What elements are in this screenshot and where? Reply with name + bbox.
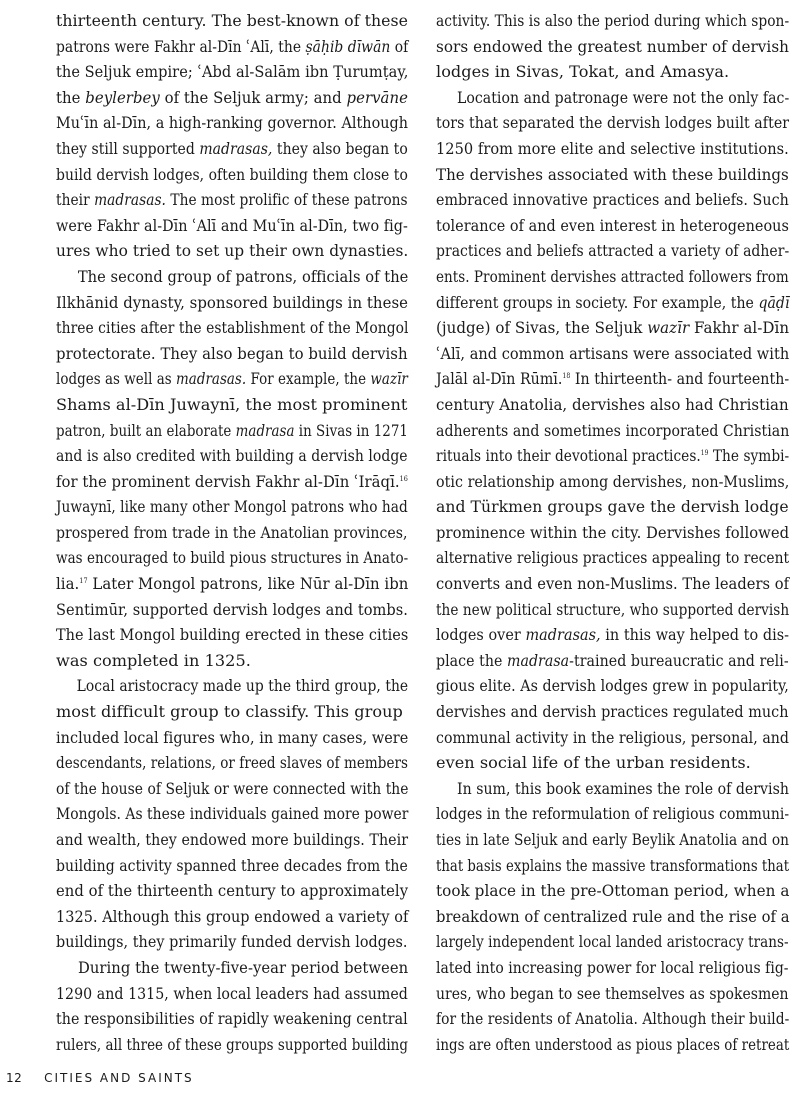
text-line — [436, 290, 790, 316]
text-run: patrons were Fakhr al-Dīn ʿAlī, the — [56, 36, 306, 56]
text-line — [56, 341, 408, 367]
text-line — [56, 1032, 409, 1058]
text-run: three cities after the establishment of the Mongol — [56, 318, 409, 338]
text-run: Juwaynī, like many other Mongol patrons who had — [56, 497, 408, 517]
text-line — [436, 853, 790, 879]
right-text-column — [436, 8, 789, 1057]
page-footer — [6, 1071, 194, 1085]
text-run: place the — [436, 650, 507, 670]
text-line — [56, 545, 409, 571]
text-run: The symbi- — [708, 446, 790, 466]
text-run: For example, the — [246, 369, 371, 389]
text-line — [436, 443, 790, 469]
text-line — [436, 904, 790, 930]
text-run: Local aristocracy made up the third group, the — [76, 676, 409, 696]
italic-term: madrasas, — [199, 138, 273, 158]
text-line — [436, 981, 789, 1007]
text-run: and Türkmen groups gave the dervish lodge — [436, 497, 789, 517]
text-line — [56, 1006, 408, 1032]
text-line — [56, 443, 408, 469]
text-run: was completed in 1325. — [56, 650, 251, 670]
text-run: different groups in society. For example, the — [436, 292, 759, 312]
text-line — [56, 264, 409, 290]
text-line — [436, 1006, 790, 1032]
italic-term: pervāne — [346, 87, 408, 107]
text-line — [56, 418, 408, 444]
text-run: converts and even non-Muslims. The leaders of — [436, 574, 790, 594]
text-line — [436, 878, 790, 904]
text-run: ures, who began to see themselves as spokesmen — [436, 983, 789, 1003]
text-run: The last Mongol building erected in these cities — [56, 625, 409, 645]
text-run: thirteenth century. The best-known of these — [56, 11, 409, 30]
text-line — [56, 85, 408, 111]
text-run: building activity spanned three decades from the — [56, 855, 408, 875]
text-run: breakdown of centralized rule and the rise of a — [436, 906, 790, 926]
text-line — [56, 699, 408, 725]
text-line — [436, 110, 790, 136]
text-run: alternative religious practices appealing to recent — [436, 548, 790, 568]
text-run: ties in late Seljuk and early Beylik Anatolia and on — [436, 830, 790, 849]
text-run: prospered from trade in the Anatolian provinces, — [56, 522, 408, 542]
text-run: 1250 from more elite and selective institutions. — [436, 138, 789, 158]
text-run: 1325. Although this group endowed a variety of — [56, 906, 409, 926]
text-line — [436, 366, 790, 392]
text-run: otic relationship among dervishes, non-Muslims, — [436, 471, 790, 491]
text-line — [436, 418, 790, 444]
text-run: In sum, this book examines the role of dervish — [456, 778, 789, 798]
text-run: of the house of Seljuk or were connected with the — [56, 778, 409, 798]
text-run: the — [56, 87, 86, 107]
text-line — [56, 622, 409, 648]
text-run: In thirteenth- and fourteenth- — [570, 369, 790, 389]
text-line — [56, 801, 409, 827]
text-line — [56, 520, 408, 546]
text-line — [56, 955, 409, 981]
text-run: During the twenty-five-year period between — [78, 957, 409, 977]
text-run: Shams al-Dīn Juwaynī, the most prominent — [56, 394, 408, 414]
text-line — [436, 494, 789, 520]
text-line — [436, 162, 789, 188]
text-line — [436, 187, 789, 213]
text-line — [436, 238, 790, 264]
text-line — [436, 955, 789, 981]
text-line — [56, 853, 408, 879]
text-run: in Sivas in 1271 — [294, 420, 408, 440]
text-run: of the Seljuk army; and — [159, 87, 347, 107]
text-line — [436, 725, 790, 751]
text-line — [56, 366, 408, 392]
text-run: tolerance of and even interest in heterogeneous — [436, 215, 789, 235]
text-line — [436, 545, 790, 571]
text-run: The dervishes associated with these buildings — [436, 164, 789, 184]
text-line — [436, 213, 789, 239]
text-line — [56, 34, 409, 60]
footnote-ref: 16 — [399, 474, 408, 483]
text-run: protectorate. They also began to build dervish — [56, 343, 408, 363]
text-run: for the residents of Anatolia. Although their build- — [436, 1009, 790, 1029]
text-line — [436, 776, 789, 802]
text-run: tors that separated the dervish lodges built after — [436, 113, 790, 133]
text-line — [56, 136, 408, 162]
text-run: patron, built an elaborate — [56, 420, 236, 440]
text-run: Later Mongol patrons, like Nūr al-Dīn ibn — [87, 574, 409, 594]
footnote-ref: 19 — [700, 449, 709, 458]
text-run: The most prolific of these patrons — [165, 190, 408, 210]
text-line — [56, 392, 408, 418]
text-line — [436, 264, 789, 290]
text-line — [436, 59, 789, 85]
text-line — [436, 34, 790, 60]
italic-term: madrasas, — [525, 625, 601, 645]
text-line — [56, 673, 409, 699]
text-line — [436, 571, 790, 597]
text-line — [56, 904, 409, 930]
text-line — [56, 725, 409, 751]
text-run: Muʿīn al-Dīn, a high-ranking governor. Although — [56, 113, 409, 133]
left-text-column — [56, 8, 408, 1057]
text-line — [436, 929, 789, 955]
text-run: even social life of the urban residents. — [436, 753, 751, 773]
text-run: end of the thirteenth century to approximately — [56, 881, 409, 901]
text-run: adherents and sometimes incorporated Christian — [436, 420, 790, 440]
text-run: they also began to — [272, 138, 408, 158]
text-run: in this way helped to dis- — [600, 625, 790, 645]
footnote-ref: 17 — [79, 577, 88, 586]
text-line — [56, 827, 409, 853]
text-line — [56, 571, 409, 597]
text-line — [56, 750, 408, 776]
text-run: communal activity in the religious, personal, and — [436, 727, 790, 747]
text-line — [436, 8, 790, 34]
text-line — [56, 597, 408, 623]
text-line — [436, 622, 790, 648]
text-run: Location and patronage were not the only fac- — [456, 87, 790, 107]
text-run: rulers, all three of these groups supported building — [56, 1034, 409, 1054]
text-run: gious elite. As dervish lodges grew in popularity, — [436, 676, 789, 696]
text-line — [56, 494, 408, 520]
text-line — [436, 469, 790, 495]
text-line — [56, 238, 409, 264]
text-run: embraced innovative practices and beliefs. Such — [436, 190, 789, 210]
text-run: build dervish lodges, often building them close to — [56, 164, 408, 184]
text-line — [56, 8, 409, 34]
text-run: 1290 and 1315, when local leaders had assumed — [56, 983, 408, 1003]
text-run: their — [56, 190, 95, 210]
text-run: the Seljuk empire; ʿAbd al-Salām ibn Ṭurumṭay, — [56, 62, 409, 82]
text-run: lodges over — [436, 625, 526, 645]
text-run: the new political structure, who supported dervish — [436, 599, 790, 619]
italic-term: wazīr — [647, 318, 690, 338]
text-line — [56, 187, 408, 213]
text-line — [436, 1032, 790, 1058]
text-run: they still supported — [56, 138, 200, 158]
text-line — [56, 981, 408, 1007]
text-run: lated into increasing power for local religious fig- — [436, 957, 789, 977]
italic-term: madrasa — [506, 650, 570, 670]
text-run: century Anatolia, dervishes also had Christian — [436, 394, 789, 414]
text-run: and is also credited with building a dervish lodge — [56, 446, 408, 466]
italic-term: qāḍī — [758, 292, 790, 312]
text-line — [436, 699, 789, 725]
text-line — [436, 597, 790, 623]
text-line — [436, 673, 789, 699]
text-run: ents. Prominent dervishes attracted followers from — [436, 266, 789, 286]
text-run: and wealth, they endowed more buildings. Their — [56, 830, 409, 849]
text-run: sors endowed the greatest number of dervish — [436, 36, 790, 56]
text-run: lodges in the reformulation of religious communi- — [436, 804, 790, 824]
text-run: -trained bureaucratic and reli- — [569, 650, 789, 670]
text-run: Fakhr al-Dīn — [689, 318, 790, 338]
text-run: lia. — [56, 574, 80, 594]
text-line — [56, 776, 409, 802]
text-line — [436, 341, 790, 367]
text-line — [56, 110, 409, 136]
text-run: Mongols. As these individuals gained more power — [56, 804, 409, 824]
text-run: largely independent local landed aristocracy trans- — [436, 932, 789, 952]
italic-term: madrasas. — [176, 369, 247, 389]
italic-term: ṣāḥib dīwān — [305, 36, 391, 56]
text-line — [436, 750, 789, 776]
text-run: Jalāl al-Dīn Rūmī. — [436, 369, 563, 389]
text-line — [436, 85, 790, 111]
text-run: that basis explains the massive transformations that — [436, 855, 790, 875]
text-line — [436, 801, 790, 827]
text-run: lodges in Sivas, Tokat, and Amasya. — [436, 62, 730, 82]
text-line — [436, 520, 790, 546]
text-run: rituals into their devotional practices. — [436, 446, 701, 466]
text-run: for the prominent dervish Fakhr al-Dīn ʿIrāqī. — [56, 471, 400, 491]
text-line — [436, 648, 789, 674]
text-run: Ilkhānid dynasty, sponsored buildings in these — [56, 292, 409, 312]
text-run: took place in the pre-Ottoman period, when a — [436, 881, 790, 901]
text-run: practices and beliefs attracted a variety of adher- — [436, 241, 790, 261]
text-line — [56, 290, 409, 316]
text-run: activity. This is also the period during which spon- — [436, 11, 790, 30]
text-line — [56, 162, 408, 188]
text-run: ings are often understood as pious places of retreat — [436, 1034, 790, 1054]
page-number: 12 — [6, 1071, 23, 1085]
italic-term: madrasas. — [94, 190, 166, 210]
text-line — [56, 213, 408, 239]
text-line — [56, 929, 408, 955]
text-run: prominence within the city. Dervishes followed — [436, 522, 790, 542]
text-run: was encouraged to build pious structures in Anato- — [56, 548, 409, 568]
text-run: of — [390, 36, 409, 56]
text-line — [56, 878, 409, 904]
text-run: ures who tried to set up their own dynasties. — [56, 241, 409, 261]
text-run: (judge) of Sivas, the Seljuk — [436, 318, 648, 338]
text-run: The second group of patrons, officials of the — [77, 266, 409, 286]
text-run: most difficult group to classify. This group — [56, 702, 403, 722]
running-title: CITIES AND SAINTS — [44, 1071, 194, 1085]
text-line — [436, 315, 790, 341]
footnote-ref: 18 — [562, 372, 571, 381]
text-run: dervishes and dervish practices regulated much — [436, 702, 789, 722]
text-line — [436, 392, 789, 418]
text-line — [56, 315, 409, 341]
text-run: Sentimūr, supported dervish lodges and tombs. — [56, 599, 408, 619]
text-line — [436, 827, 790, 853]
text-line — [56, 59, 409, 85]
text-run: descendants, relations, or freed slaves of members — [56, 753, 408, 773]
text-line — [56, 648, 408, 674]
text-line — [436, 136, 789, 162]
text-run: were Fakhr al-Dīn ʿAlī and Muʿīn al-Dīn, two fig- — [56, 215, 408, 235]
italic-term: beylerbey — [85, 87, 160, 107]
text-run: the responsibilities of rapidly weakening central — [56, 1009, 408, 1029]
text-run: buildings, they primarily funded dervish lodges. — [56, 932, 408, 952]
italic-term: madrasa — [235, 420, 295, 440]
text-run: included local figures who, in many cases, were — [56, 727, 409, 747]
text-line — [56, 469, 408, 495]
italic-term: wazīr — [370, 369, 408, 389]
text-run: ʿAlī, and common artisans were associated with — [436, 343, 790, 363]
text-run: lodges as well as — [56, 369, 177, 389]
